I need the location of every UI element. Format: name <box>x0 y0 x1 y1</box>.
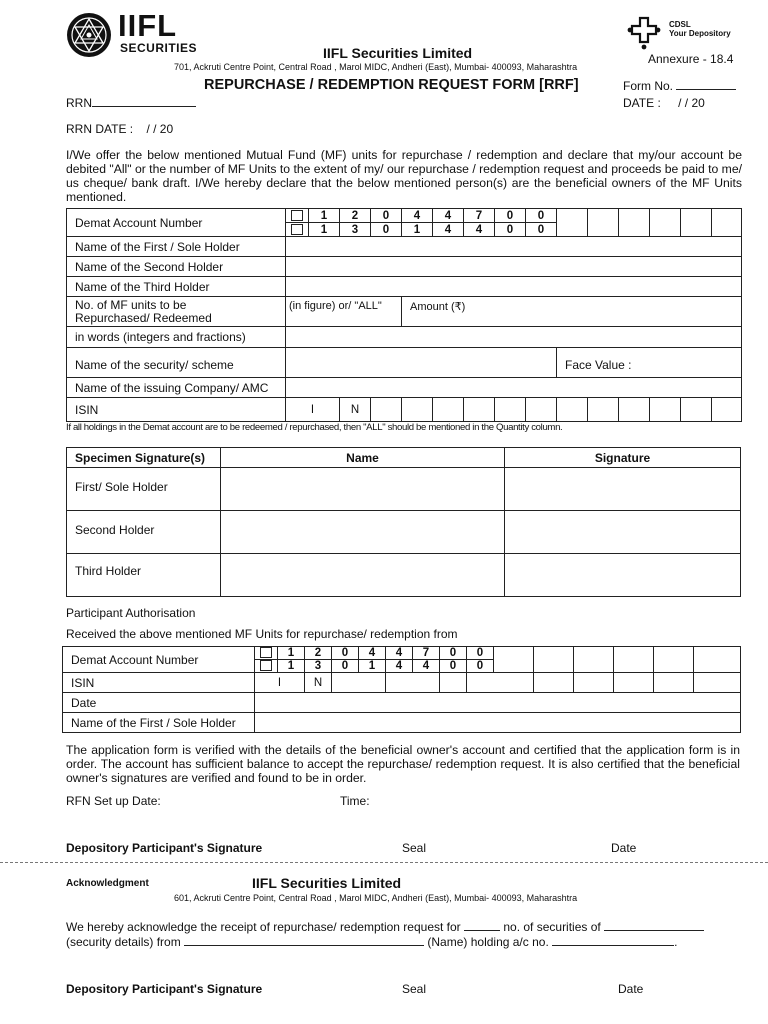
units-label-line2: Repurchased/ Redeemed <box>75 310 212 325</box>
p-isin-cell[interactable] <box>440 673 467 693</box>
p-demat-cell[interactable] <box>694 647 741 673</box>
p-date-label: Date <box>63 693 255 713</box>
sig-signature-field[interactable] <box>505 554 741 597</box>
name-header: Name <box>221 448 505 468</box>
iifl-emblem-icon <box>66 12 112 58</box>
sig-name-field[interactable] <box>221 468 505 511</box>
demat-cell[interactable] <box>557 209 588 237</box>
demat-digit: 4 <box>402 209 433 223</box>
logo-sub: SECURITIES <box>120 41 198 55</box>
form-no-label: Form No. <box>623 79 674 93</box>
p-demat-digit: 1 <box>359 660 386 673</box>
sig-signature-field[interactable] <box>505 468 741 511</box>
dp-signature-label: Depository Participant's Signature <box>66 841 263 855</box>
p-demat-digit: 4 <box>413 660 440 673</box>
cdsl-text: CDSL <box>669 20 691 29</box>
third-holder-field[interactable] <box>286 277 742 297</box>
demat-cell[interactable] <box>588 209 619 237</box>
ack-line-2 <box>66 935 677 949</box>
p-isin-cell[interactable] <box>694 673 741 693</box>
ack-line2-text-2: (Name) holding a/c no. <box>427 935 549 949</box>
isin-cell[interactable] <box>464 398 495 422</box>
p-isin-cell[interactable] <box>574 673 614 693</box>
verify-text: The application form is verified with the details of the beneficial owner's account and certified that the application form is in order. The account has sufficient balance to accept the repurchase/ redemption request. It is also certified that the beneficial owner's signatures are verified and found to be in order. <box>66 743 740 785</box>
p-demat-digit: 4 <box>359 647 386 660</box>
security-field[interactable] <box>286 348 557 378</box>
participant-table <box>62 646 741 733</box>
p-isin-char: I <box>255 673 305 693</box>
p-first-holder-label: Name of the First / Sole Holder <box>63 713 255 733</box>
units-figure-field[interactable] <box>286 297 402 327</box>
first-holder-label: Name of the First / Sole Holder <box>67 237 286 257</box>
sig-signature-field[interactable] <box>505 511 741 554</box>
demat-digit: 0 <box>526 223 557 237</box>
demat-cell[interactable] <box>681 209 712 237</box>
p-isin-label: ISIN <box>63 673 255 693</box>
demat-cell[interactable] <box>712 209 742 237</box>
ack-date: Date <box>618 982 644 996</box>
demat-digit: 1 <box>402 223 433 237</box>
second-holder-field[interactable] <box>286 257 742 277</box>
demat-digit: 1 <box>309 223 340 237</box>
p-isin-char: N <box>305 673 332 693</box>
p-demat-cell[interactable] <box>614 647 654 673</box>
amount-field[interactable] <box>402 297 742 327</box>
company-name: IIFL Securities Limited <box>323 45 473 61</box>
third-holder-label: Name of the Third Holder <box>67 277 286 297</box>
p-demat-digit: 1 <box>278 647 305 660</box>
cut-line-divider <box>0 862 768 863</box>
demat-digit: 0 <box>495 223 526 237</box>
rrn-date-label: RRN DATE : <box>66 122 134 136</box>
p-demat-digit: 1 <box>278 660 305 673</box>
isin-char: I <box>286 398 340 422</box>
sig-row-label: Second Holder <box>67 511 221 554</box>
p-demat-digit: 4 <box>386 647 413 660</box>
second-holder-label: Name of the Second Holder <box>67 257 286 277</box>
p-demat-digit: 4 <box>386 660 413 673</box>
signature-header: Signature <box>505 448 741 468</box>
p-demat-cell[interactable] <box>534 647 574 673</box>
sig-name-field[interactable] <box>221 554 505 597</box>
sig-row-label: Third Holder <box>67 554 221 597</box>
p-isin-cell[interactable] <box>467 673 534 693</box>
ack-line2-end: . <box>674 935 678 949</box>
sig-row-label: First/ Sole Holder <box>67 468 221 511</box>
ack-seal: Seal <box>402 982 427 996</box>
isin-cell[interactable] <box>650 398 681 422</box>
iifl-logo <box>66 8 198 58</box>
first-holder-field[interactable] <box>286 237 742 257</box>
p-first-holder-field[interactable] <box>255 713 741 733</box>
isin-char: N <box>340 398 371 422</box>
sig-name-field[interactable] <box>221 511 505 554</box>
demat-digit: 1 <box>309 209 340 223</box>
demat-label: Demat Account Number <box>67 209 286 237</box>
participant-auth: Participant Authorisation <box>66 606 196 620</box>
time-label: Time: <box>340 794 370 808</box>
isin-cell[interactable] <box>557 398 588 422</box>
annexure-label: Annexure - 18.4 <box>648 52 734 66</box>
units-label-line1: No. of MF units to be <box>75 297 187 312</box>
isin-cell[interactable] <box>495 398 526 422</box>
rrn-field[interactable] <box>92 96 196 107</box>
rrn-label: RRN <box>66 96 92 110</box>
p-demat-digit: 0 <box>467 647 494 660</box>
ack-security-field[interactable] <box>604 921 704 931</box>
demat-checkbox-1[interactable] <box>286 209 309 223</box>
in-words-field[interactable] <box>286 327 742 348</box>
p-demat-digit: 0 <box>440 660 467 673</box>
p-isin-cell[interactable] <box>332 673 386 693</box>
demat-digit: 0 <box>526 209 557 223</box>
demat-digit: 0 <box>495 209 526 223</box>
signature-table <box>66 447 741 597</box>
ack-address: 601, Ackruti Centre Point, Central Road , Marol MIDC, Andheri (East), Mumbai- 400093, Maharashtra <box>174 893 578 903</box>
p-demat-digit: 2 <box>305 647 332 660</box>
p-demat-digit: 0 <box>467 660 494 673</box>
form-date <box>623 96 705 110</box>
demat-digit: 4 <box>433 209 464 223</box>
seal-label: Seal <box>402 841 427 855</box>
demat-checkbox-2[interactable] <box>286 223 309 237</box>
company-address: 701, Ackruti Centre Point, Central Road , Marol MIDC, Andheri (East), Mumbai- 400093, Maharashtra <box>174 62 578 72</box>
rrn-date-field[interactable]: / / 20 <box>146 122 174 136</box>
main-table <box>66 208 742 422</box>
ack-account-field[interactable] <box>552 936 674 946</box>
demat-digit: 4 <box>464 223 495 237</box>
p-demat-digit: 7 <box>413 647 440 660</box>
ack-from-field[interactable] <box>184 936 424 946</box>
ack-line-1 <box>66 920 704 934</box>
rrn <box>66 96 196 110</box>
units-label <box>67 297 286 327</box>
isin-cell[interactable] <box>619 398 650 422</box>
p-demat-digit: 3 <box>305 660 332 673</box>
demat-cell[interactable] <box>619 209 650 237</box>
ack-dp-signature: Depository Participant's Signature <box>66 982 263 996</box>
p-demat-checkbox-1[interactable] <box>255 647 278 660</box>
cdsl-tagline: Your Depository <box>669 29 731 38</box>
isin-cell[interactable] <box>712 398 742 422</box>
isin-cell[interactable] <box>526 398 557 422</box>
ack-line1-text: We hereby acknowledge the receipt of repurchase/ redemption request for <box>66 920 461 934</box>
in-figure-label: (in figure) or/ "ALL" <box>289 300 382 312</box>
company-field[interactable] <box>286 378 742 398</box>
company-label: Name of the issuing Company/ AMC <box>67 378 286 398</box>
isin-cell[interactable] <box>433 398 464 422</box>
specimen-header: Specimen Signature(s) <box>67 448 221 468</box>
cdsl-logo <box>626 16 746 50</box>
demat-digit: 4 <box>433 223 464 237</box>
in-words-label: in words (integers and fractions) <box>67 327 286 348</box>
security-label: Name of the security/ scheme <box>67 348 286 378</box>
p-demat-digit: 0 <box>332 647 359 660</box>
face-value-field[interactable] <box>557 348 742 378</box>
demat-digit: 7 <box>464 209 495 223</box>
declaration-text: I/We offer the below mentioned Mutual Fund (MF) units for repurchase / redemption and declare that my/our account be debited "All" or the number of MF Units to the extent of my/ our repurchase / redemption request and proceeds be paid to me/ us cheque/ bank draft. I/We hereby declare that the below mentioned person(s) are the beneficial owners of the MF Units mentioned. <box>66 148 742 204</box>
ack-company: IIFL Securities Limited <box>252 875 402 891</box>
ack-line1-text-2: no. of securities of <box>503 920 601 934</box>
isin-cell[interactable] <box>681 398 712 422</box>
form-no-field[interactable] <box>676 79 736 90</box>
rrn-date <box>66 122 173 136</box>
cdsl-emblem-icon <box>626 16 662 50</box>
p-demat-label: Demat Account Number <box>63 647 255 673</box>
demat-digit: 0 <box>371 223 402 237</box>
p-isin-cell[interactable] <box>654 673 694 693</box>
isin-cell[interactable] <box>402 398 433 422</box>
p-isin-cell[interactable] <box>534 673 574 693</box>
p-demat-digit: 0 <box>440 647 467 660</box>
demat-digit: 2 <box>340 209 371 223</box>
face-value-label: Face Value : <box>565 358 632 372</box>
p-date-field[interactable] <box>255 693 741 713</box>
rfn-date-label: RFN Set up Date: <box>66 794 161 808</box>
p-isin-cell[interactable] <box>614 673 654 693</box>
ack-quantity-field[interactable] <box>464 921 500 931</box>
p-demat-cell[interactable] <box>574 647 614 673</box>
demat-digit: 0 <box>371 209 402 223</box>
p-demat-digit: 0 <box>332 660 359 673</box>
logo-brand: IIFL <box>118 8 178 43</box>
isin-label: ISIN <box>67 398 286 422</box>
date-label-bottom: Date <box>611 841 637 855</box>
date-label: DATE : <box>623 96 661 110</box>
demat-cell[interactable] <box>650 209 681 237</box>
demat-digit: 3 <box>340 223 371 237</box>
amount-label: Amount (₹) <box>410 301 466 313</box>
form-title: REPURCHASE / REDEMPTION REQUEST FORM [RRF] <box>204 77 579 93</box>
p-demat-cell[interactable] <box>654 647 694 673</box>
received-text: Received the above mentioned MF Units for repurchase/ redemption from <box>66 627 458 641</box>
date-field[interactable]: / / 20 <box>678 96 705 110</box>
ack-label: Acknowledgment <box>66 878 149 889</box>
isin-cell[interactable] <box>588 398 619 422</box>
p-demat-checkbox-2[interactable] <box>255 660 278 673</box>
form-no <box>623 79 736 93</box>
p-isin-cell[interactable] <box>386 673 440 693</box>
quantity-note: If all holdings in the Demat account are to be redeemed / repurchased, then "ALL" should be mentioned in the Quantity column. <box>66 422 563 433</box>
ack-line2-text: (security details) from <box>66 935 181 949</box>
p-demat-cell[interactable] <box>494 647 534 673</box>
isin-cell[interactable] <box>371 398 402 422</box>
